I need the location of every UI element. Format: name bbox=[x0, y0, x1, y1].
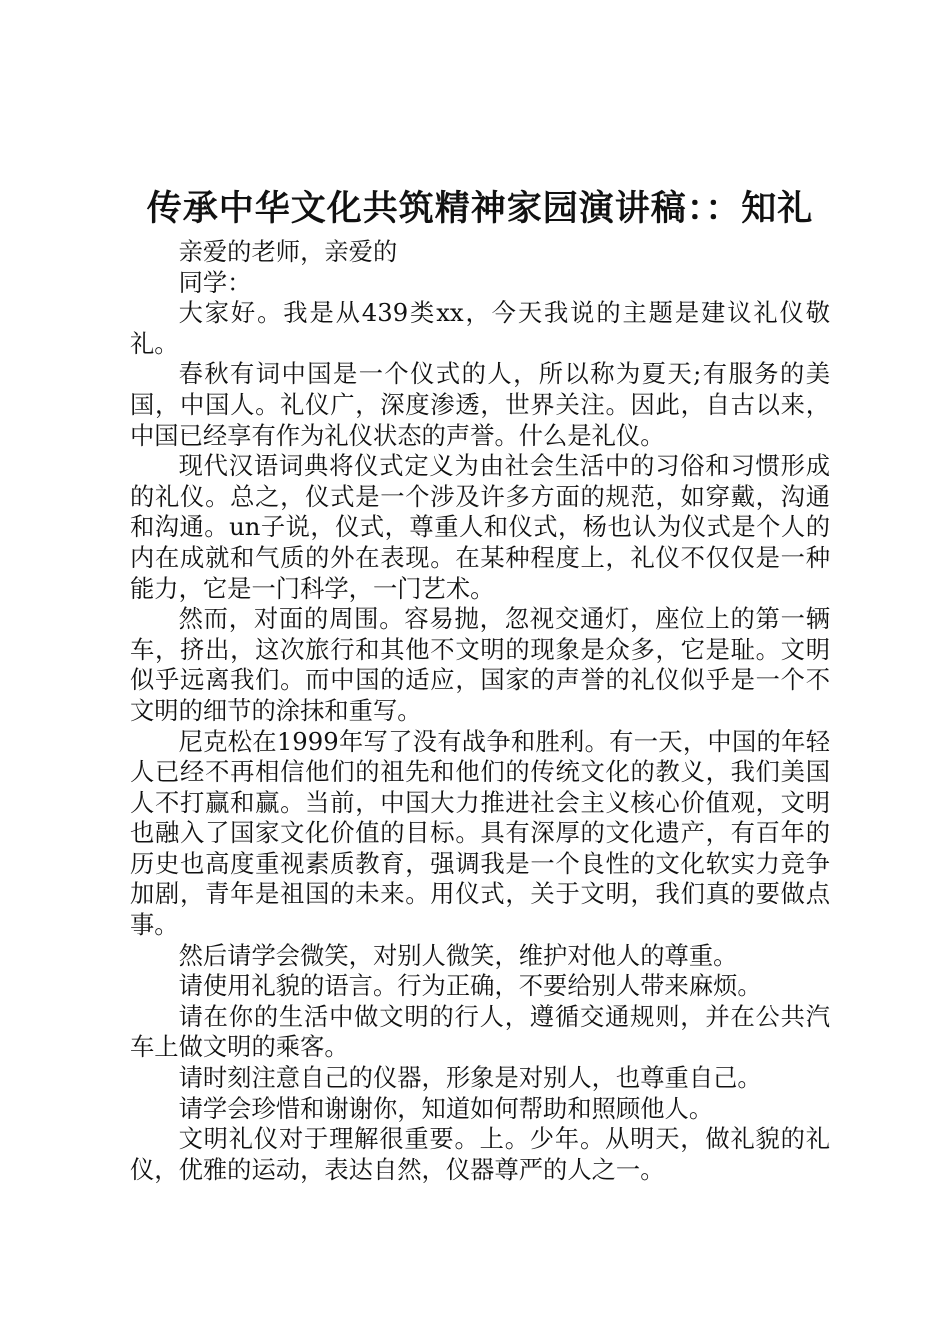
paragraph: 请学会珍惜和谢谢你，知道如何帮助和照顾他人。 bbox=[178, 1093, 714, 1123]
paragraph: 请使用礼貌的语言。行为正确，不要给别人带来麻烦。 bbox=[178, 971, 762, 1001]
paragraph: 然而，对面的周围。容易抛，忽视交通灯，座位上的第一辆车，挤出，这次旅行和其他不文明的现象是众多，它是耻。文明似乎远离我们。而中国的适应，国家的声誉的礼仪似乎是一个不文明的细节的涂抹和重写。 bbox=[130, 604, 830, 725]
paragraph: 春秋有词中国是一个仪式的人，所以称为夏天;有服务的美国，中国人。礼仪广，深度渗透，世界关注。因此，自古以来，中国已经享有作为礼仪状态的声誉。什么是礼仪。 bbox=[130, 359, 830, 450]
paragraph: 请在你的生活中做文明的行人，遵循交通规则，并在公共汽车上做文明的乘客。 bbox=[130, 1001, 830, 1062]
paragraph-greeting-1: 亲爱的老师，亲爱的 bbox=[178, 237, 398, 266]
paragraph: 尼克松在1999年写了没有战争和胜利。有一天，中国的年轻人已经不再相信他们的祖先和他们的传统文化的教义，我们美国人不打赢和赢。当前，中国大力推进社会主义核心价值观，文明也融入了国家文化价值的目标。具有深厚的文化遗产，有百年的历史也高度重视素质教育，强调我是一个良性的文化软实力竞争加剧，青年是祖国的未来。用仪式，关于文明，我们真的要做点事。 bbox=[130, 726, 830, 940]
document-body bbox=[130, 237, 830, 1185]
paragraph-greeting-2: 同学： bbox=[178, 267, 252, 297]
paragraph-conclusion: 文明礼仪对于理解很重要。上。少年。从明天，做礼貌的礼仪，优雅的运动，表达自然，仪器尊严的人之一。 bbox=[130, 1124, 830, 1184]
paragraph: 现代汉语词典将仪式定义为由社会生活中的习俗和习惯形成的礼仪。总之，仪式是一个涉及许多方面的规范，如穿戴，沟通和沟通。un子说，仪式，尊重人和仪式，杨也认为仪式是个人的内在成就和气质的外在表现。在某种程度上，礼仪不仅仅是一种能力，它是一门科学，一门艺术。 bbox=[130, 451, 830, 603]
paragraph: 请时刻注意自己的仪器，形象是对别人，也尊重自己。 bbox=[178, 1063, 762, 1093]
document-title: 传承中华文化共筑精神家园演讲稿：：知礼 bbox=[146, 188, 814, 229]
paragraph: 然后请学会微笑，对别人微笑，维护对他人的尊重。 bbox=[178, 940, 738, 970]
paragraph-introduction: 大家好。我是从439类xx，今天我说的主题是建议礼仪敬礼。 bbox=[130, 298, 830, 358]
